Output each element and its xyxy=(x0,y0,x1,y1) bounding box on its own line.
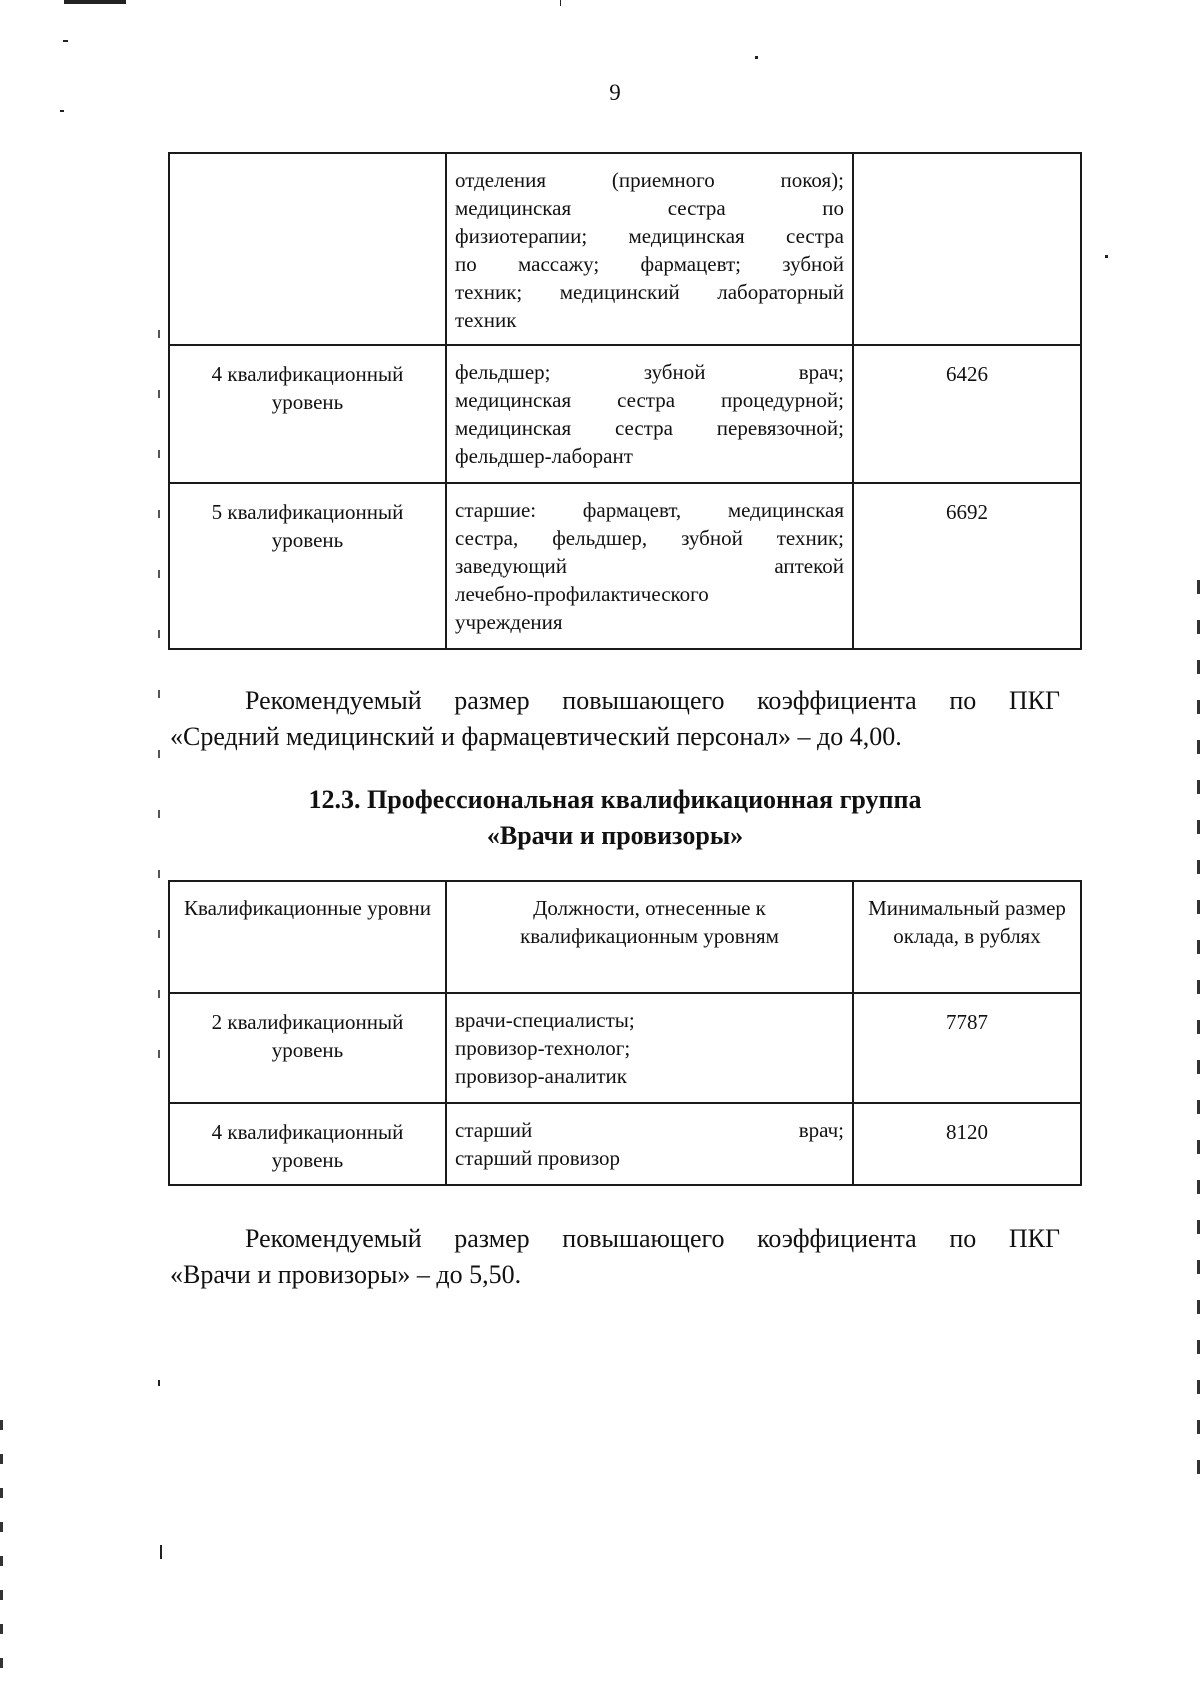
paragraph-second-line: «Врачи и провизоры» – до 5,50. xyxy=(170,1260,522,1289)
positions-line: сестра, фельдшер, зубной техник; xyxy=(455,526,844,550)
positions-line: отделения (приемного покоя); xyxy=(455,168,844,192)
positions-line: техник; медицинский лабораторный xyxy=(455,280,844,304)
positions-cell xyxy=(446,993,853,1103)
section-heading-line: 12.3. Профессиональная квалификационная группа xyxy=(308,785,922,814)
salary-cell: 8120 xyxy=(853,1103,1081,1185)
header-positions: Должности, отнесенные к квалификационным уровням xyxy=(446,881,853,993)
level-cell: 4 квалификационный уровень xyxy=(169,1103,446,1185)
positions-cell xyxy=(446,1103,853,1185)
page-number: 9 xyxy=(609,80,621,105)
scan-artifact xyxy=(158,330,160,1110)
positions-cell xyxy=(446,153,853,345)
positions-line: медицинская сестра перевязочной; xyxy=(455,416,844,440)
level-cell: 5 квалификационный уровень xyxy=(169,483,446,649)
salary-cell: 6692 xyxy=(853,483,1081,649)
level-cell xyxy=(169,153,446,345)
section-heading xyxy=(170,782,1060,854)
positions-cell xyxy=(446,483,853,649)
scan-artifact xyxy=(158,1380,160,1386)
positions-line: фельдшер-лаборант xyxy=(455,444,633,468)
doctors-qualification-table xyxy=(168,880,1082,1186)
qualification-table-continued xyxy=(168,152,1082,650)
table-row xyxy=(169,1103,1081,1185)
paragraph-first-line: Рекомендуемый размер повышающего коэффициента по ПКГ xyxy=(245,1224,1060,1253)
scan-artifact xyxy=(0,1420,3,1670)
paragraph-second-line: «Средний медицинский и фармацевтический персонал» – до 4,00. xyxy=(170,722,902,751)
positions-line: заведующий аптекой xyxy=(455,554,844,578)
positions-line: провизор-технолог; xyxy=(455,1036,631,1060)
positions-line: по массажу; фармацевт; зубной xyxy=(455,252,844,276)
salary-cell: 6426 xyxy=(853,345,1081,483)
positions-line: техник xyxy=(455,308,517,332)
scan-artifact xyxy=(755,56,758,59)
positions-line: врачи-специалисты; xyxy=(455,1008,635,1032)
coefficient-paragraph xyxy=(170,683,1060,755)
scan-artifact xyxy=(60,110,64,112)
table-row xyxy=(169,345,1081,483)
scan-artifact xyxy=(1105,255,1108,258)
level-cell: 2 квалификационный уровень xyxy=(169,993,446,1103)
level-cell: 4 квалификационный уровень xyxy=(169,345,446,483)
table-header-row xyxy=(169,881,1081,993)
header-levels: Квалификационные уровни xyxy=(169,881,446,993)
salary-cell: 7787 xyxy=(853,993,1081,1103)
salary-cell xyxy=(853,153,1081,345)
positions-line: старший провизор xyxy=(455,1146,621,1170)
scan-artifact xyxy=(560,0,561,6)
section-heading-line: «Врачи и провизоры» xyxy=(486,821,744,850)
scan-artifact xyxy=(63,40,68,42)
scan-artifact xyxy=(160,1545,162,1559)
table-row xyxy=(169,993,1081,1103)
positions-line: фельдшер; зубной врач; xyxy=(455,360,844,384)
positions-line: учреждения xyxy=(455,610,563,634)
scan-artifact xyxy=(64,0,126,4)
positions-line: провизор-аналитик xyxy=(455,1064,627,1088)
coefficient-paragraph xyxy=(170,1221,1060,1293)
positions-line: физиотерапии; медицинская сестра xyxy=(455,224,844,248)
positions-line: медицинская сестра по xyxy=(455,196,844,220)
positions-line: медицинская сестра процедурной; xyxy=(455,388,844,412)
positions-line: лечебно-профилактического xyxy=(455,582,709,606)
header-salary: Минимальный размер оклада, в рублях xyxy=(853,881,1081,993)
positions-line: старший врач; xyxy=(455,1118,844,1142)
paragraph-first-line: Рекомендуемый размер повышающего коэффициента по ПКГ xyxy=(245,686,1060,715)
positions-cell xyxy=(446,345,853,483)
table-row xyxy=(169,153,1081,345)
table-row xyxy=(169,483,1081,649)
positions-line: старшие: фармацевт, медицинская xyxy=(455,498,844,522)
